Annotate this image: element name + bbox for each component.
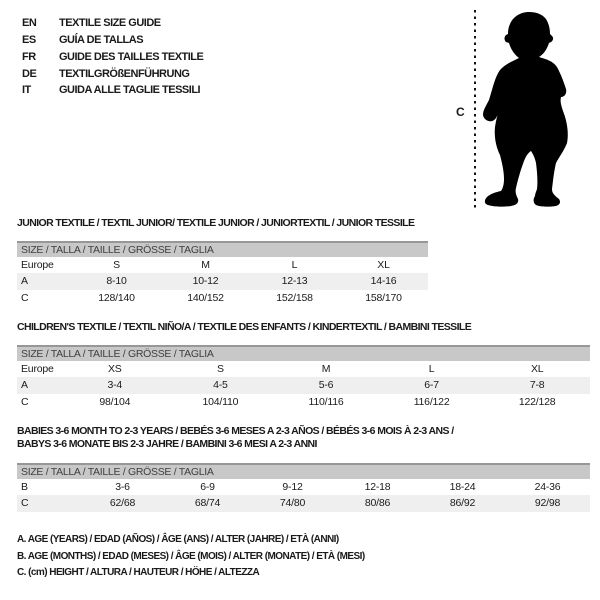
table-cell: 14-16 (370, 275, 397, 288)
language-title: TEXTILE SIZE GUIDE (59, 17, 161, 30)
table-cell: 12-13 (281, 275, 308, 288)
row-label: C (21, 395, 29, 408)
row-label: C (21, 497, 29, 510)
table-cell: 128/140 (98, 291, 135, 304)
table-cell: L (428, 363, 435, 376)
table-row (17, 290, 428, 306)
table-cell: 140/152 (187, 291, 224, 304)
table-cell: 3-6 (115, 481, 130, 494)
row-label: A (21, 275, 28, 288)
table-cell: 86/92 (449, 497, 476, 510)
row-label: Europe (21, 259, 54, 272)
row-label: A (21, 379, 28, 392)
table-cell: 24-36 (534, 481, 561, 494)
language-title: TEXTILGRÖßENFÜHRUNG (59, 67, 190, 80)
table-row (17, 479, 590, 495)
language-title-list (22, 15, 203, 99)
row-label: Europe (21, 363, 54, 376)
footnote-age-years: A. AGE (YEARS) / EDAD (AÑOS) / ÂGE (ANS) / ALTER (JAHRE) / ETÀ (ANNI) (17, 534, 339, 545)
footnote-age-months: B. AGE (MONTHS) / EDAD (MESES) / ÂGE (MOIS) / ALTER (MONATE) / ETÀ (MESI) (17, 550, 365, 562)
babies-size-table (17, 463, 590, 512)
babies-title-line2: BABYS 3-6 MONATE BIS 2-3 JAHRE / BAMBINI 3-6 MESI A 2-3 ANNI (17, 438, 317, 450)
table-cell: 104/110 (202, 395, 239, 408)
table-cell: 80/86 (364, 497, 391, 510)
language-code: DE (22, 67, 37, 80)
table-cell: 98/104 (99, 395, 131, 408)
table-cell: 110/116 (308, 395, 344, 408)
table-cell: 10-12 (192, 275, 219, 288)
table-cell: L (291, 259, 298, 272)
table-cell: 116/122 (413, 395, 450, 408)
list-item (22, 49, 203, 66)
height-measure-label: C (456, 105, 465, 119)
table-row (17, 257, 428, 273)
table-row (17, 377, 590, 393)
table-cell: 7-8 (529, 379, 545, 392)
table-row (17, 361, 590, 377)
table-cell: M (321, 363, 331, 376)
table-row (17, 495, 590, 511)
table-cell: 6-7 (424, 379, 439, 392)
table-cell: 68/74 (194, 497, 221, 510)
language-title: GUÍA DE TALLAS (59, 34, 144, 47)
table-cell: 74/80 (279, 497, 306, 510)
table-cell: 6-9 (200, 481, 215, 494)
babies-section-title (17, 425, 454, 451)
table-cell: S (113, 259, 120, 272)
size-header-bar: SIZE / TALLA / TAILLE / GRÖSSE / TAGLIA (17, 241, 428, 257)
footnote-height-cm: C. (cm) HEIGHT / ALTURA / HAUTEUR / HÖHE / ALTEZZA (17, 567, 260, 579)
table-cell: 18-24 (449, 481, 476, 494)
row-label: B (21, 481, 28, 494)
table-row (17, 273, 428, 289)
list-item (22, 32, 203, 49)
table-cell: XS (107, 363, 122, 376)
table-cell: 62/68 (109, 497, 136, 510)
baby-silhouette-icon (480, 5, 600, 210)
table-cell: 5-6 (318, 379, 334, 392)
language-title: GUIDA ALLE TAGLIE TESSILI (59, 84, 201, 97)
list-item (22, 82, 203, 99)
language-code: IT (22, 84, 31, 97)
table-cell: XL (377, 259, 390, 272)
language-code: EN (22, 17, 37, 30)
language-code: ES (22, 34, 36, 47)
babies-title-line1: BABIES 3-6 MONTH TO 2-3 YEARS / BEBÉS 3-6 MESES A 2-3 AÑOS / BÉBÉS 3-6 MOIS À 2-3 ANS / (17, 425, 454, 437)
junior-size-table (17, 241, 428, 306)
footnote-legend (17, 534, 365, 584)
table-cell: XL (530, 363, 544, 376)
table-cell: 158/170 (365, 291, 402, 304)
table-cell: 8-10 (106, 275, 127, 288)
junior-section-title: JUNIOR TEXTILE / TEXTIL JUNIOR/ TEXTILE JUNIOR / JUNIORTEXTIL / JUNIOR TESSILE (17, 217, 415, 229)
language-title: GUIDE DES TAILLES TEXTILE (59, 50, 204, 63)
table-cell: 152/158 (276, 291, 313, 304)
table-cell: 9-12 (282, 481, 303, 494)
table-cell: S (216, 363, 224, 376)
language-code: FR (22, 50, 36, 63)
children-size-table (17, 345, 590, 410)
size-header-bar: SIZE / TALLA / TAILLE / GRÖSSE / TAGLIA (17, 463, 590, 479)
list-item (22, 15, 203, 32)
list-item (22, 65, 203, 82)
row-label: C (21, 291, 29, 304)
table-cell: 4-5 (213, 379, 228, 392)
children-section-title: CHILDREN'S TEXTILE / TEXTIL NIÑO/A / TEXTILE DES ENFANTS / KINDERTEXTIL / BAMBINI TESSILE (17, 321, 472, 333)
table-cell: 122/128 (518, 395, 556, 408)
table-row (17, 394, 590, 410)
table-cell: 12-18 (364, 481, 391, 494)
height-dotted-line (474, 10, 476, 208)
size-header-bar: SIZE / TALLA / TAILLE / GRÖSSE / TAGLIA (17, 345, 590, 361)
table-cell: M (201, 259, 210, 272)
table-cell: 92/98 (534, 497, 561, 510)
table-cell: 3-4 (107, 379, 123, 392)
